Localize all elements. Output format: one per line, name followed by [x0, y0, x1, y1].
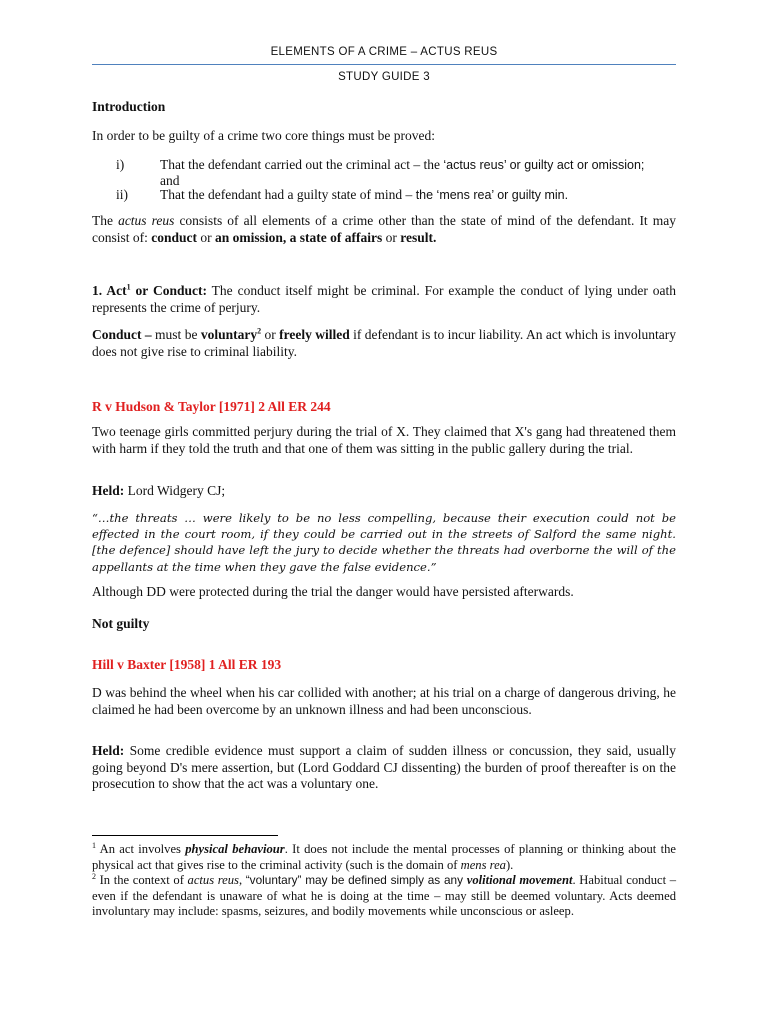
para-or-1: or — [197, 229, 216, 245]
para-omission: an omission, a state of affairs — [215, 229, 383, 245]
conduct-freely-willed: freely willed — [279, 327, 350, 342]
conduct-label: Conduct – — [92, 327, 152, 342]
section-1-heading-conduct: or Conduct: — [130, 283, 207, 298]
list-item-1-number: i) — [116, 157, 125, 172]
list-item-2-part-a: That the defendant had a guilty state of mind – — [160, 187, 416, 202]
intro-heading: Introduction — [92, 99, 166, 114]
footnote-1-part-a: An act involves — [96, 842, 186, 856]
section-1-heading-act: 1. Act — [92, 283, 127, 298]
footnote-rule — [92, 835, 278, 836]
footnote-ref-1[interactable]: 1 — [126, 282, 131, 292]
actus-reus-paragraph — [92, 213, 676, 246]
header-subtitle: STUDY GUIDE 3 — [338, 71, 430, 83]
list-item-2-text — [160, 187, 676, 203]
footnote-1-mens-rea: mens rea — [460, 857, 506, 872]
case-2-facts: D was behind the wheel when his car collided with another; at his trial on a charge of dangerous driving, he claimed he had been overcome by an unknown illness and had been unconscious. — [92, 685, 676, 717]
footnote-2-number: 2 — [92, 871, 96, 881]
intro-lead: In order to be guilty of a crime two core things must be proved: — [92, 128, 436, 143]
section-1-paragraph — [92, 283, 676, 316]
list-item-1-text — [160, 157, 676, 189]
case-1-held-text: Lord Widgery CJ; — [124, 483, 226, 498]
footnote-2-part-d: “voluntary” may be defined simply as any — [245, 873, 467, 887]
footnote-2-part-f: . Habitual conduct – even if the defendant is unaware of what he is doing at the time – may still be deemed voluntary. Acts deemed involuntary may include: spasms, seizures, and bodily movements while unconscious or asleep. — [92, 873, 677, 918]
case-1-after: Although DD were protected during the trial the danger would have persisted afterwards. — [92, 584, 574, 599]
header-title: ELEMENTS OF A CRIME – ACTUS REUS — [270, 46, 498, 58]
case-2-held — [92, 743, 676, 793]
footnote-2-volitional-movement: volitional movement — [466, 873, 573, 887]
list-item-1-part-a: That the defendant carried out the criminal act – the — [160, 157, 444, 172]
footnote-1-part-c: . It does not include the mental processes of planning or thinking about the physical act that gives rise to the criminal activity (such is the domain of — [92, 842, 676, 872]
case-2-title: Hill v Baxter [1958] 1 All ER 193 — [92, 657, 282, 672]
footnote-1 — [92, 842, 676, 873]
para-result: result. — [400, 229, 437, 245]
conduct-paragraph — [92, 327, 676, 360]
footnote-1-number: 1 — [92, 840, 96, 850]
conduct-or: or — [261, 327, 280, 342]
footnote-ref-2[interactable]: 2 — [257, 326, 262, 336]
case-1-held — [92, 483, 676, 500]
case-1-title: R v Hudson & Taylor [1971] 2 All ER 244 — [92, 399, 331, 414]
case-2-held-text: Some credible evidence must support a claim of sudden illness or concussion, they said, usually going beyond D's mere assertion, but (Lord Goddard CJ dissenting) the burden of proof thereafter is on the prosecution to show that the act was a voluntary one. — [92, 743, 676, 791]
conduct-voluntary: voluntary — [200, 327, 258, 342]
para-conduct: conduct — [151, 229, 198, 245]
header-rule — [92, 64, 676, 65]
list-item-2-part-b: the ‘mens rea’ or guilty min. — [415, 188, 569, 202]
footnote-2-part-c: , — [238, 873, 246, 887]
footnote-2-actus-reus: actus reus — [187, 873, 239, 887]
footnote-1-part-e: ). — [505, 857, 514, 872]
footnote-2 — [92, 873, 676, 920]
case-1-quote: “…the threats … were likely to be no less compelling, because their execution could not be effected in the court room, if they could be carried out in the streets of Salford the same night. [the defence] should have left the jury to decide whether the threats had overborne the will of the appellants at the time when they gave the false evidence.” — [92, 511, 676, 574]
para-actus-reus: actus reus — [118, 213, 175, 228]
para-the: The — [92, 213, 119, 228]
conduct-must-be: must be — [151, 327, 201, 342]
footnote-1-physical-behaviour: physical behaviour — [185, 842, 285, 856]
footnote-2-part-a: In the context of — [96, 873, 188, 887]
para-or-2: or — [382, 229, 401, 245]
list-item-2-number: ii) — [116, 187, 128, 202]
list-item-1-part-c: and — [160, 173, 180, 188]
case-2-held-label: Held: — [92, 743, 125, 758]
case-1-verdict: Not guilty — [92, 616, 150, 631]
case-1-held-label: Held: — [92, 483, 125, 498]
case-1-facts: Two teenage girls committed perjury during the trial of X. They claimed that X's gang had threatened them with harm if they told the truth and that one of them was sitting in the public gallery during the trial. — [92, 424, 676, 456]
conduct-rest: if defendant is to incur liability. An act which is involuntary does not give rise to criminal liability. — [92, 327, 676, 359]
list-item-1-part-b: ‘actus reus’ or guilty act or omission; — [443, 158, 645, 172]
section-1-text: The conduct itself might be criminal. For example the conduct of lying under oath represents the crime of perjury. — [92, 283, 676, 315]
para-rest: consists of all elements of a crime other than the state of mind of the defendant. It may consist of: — [92, 213, 676, 245]
